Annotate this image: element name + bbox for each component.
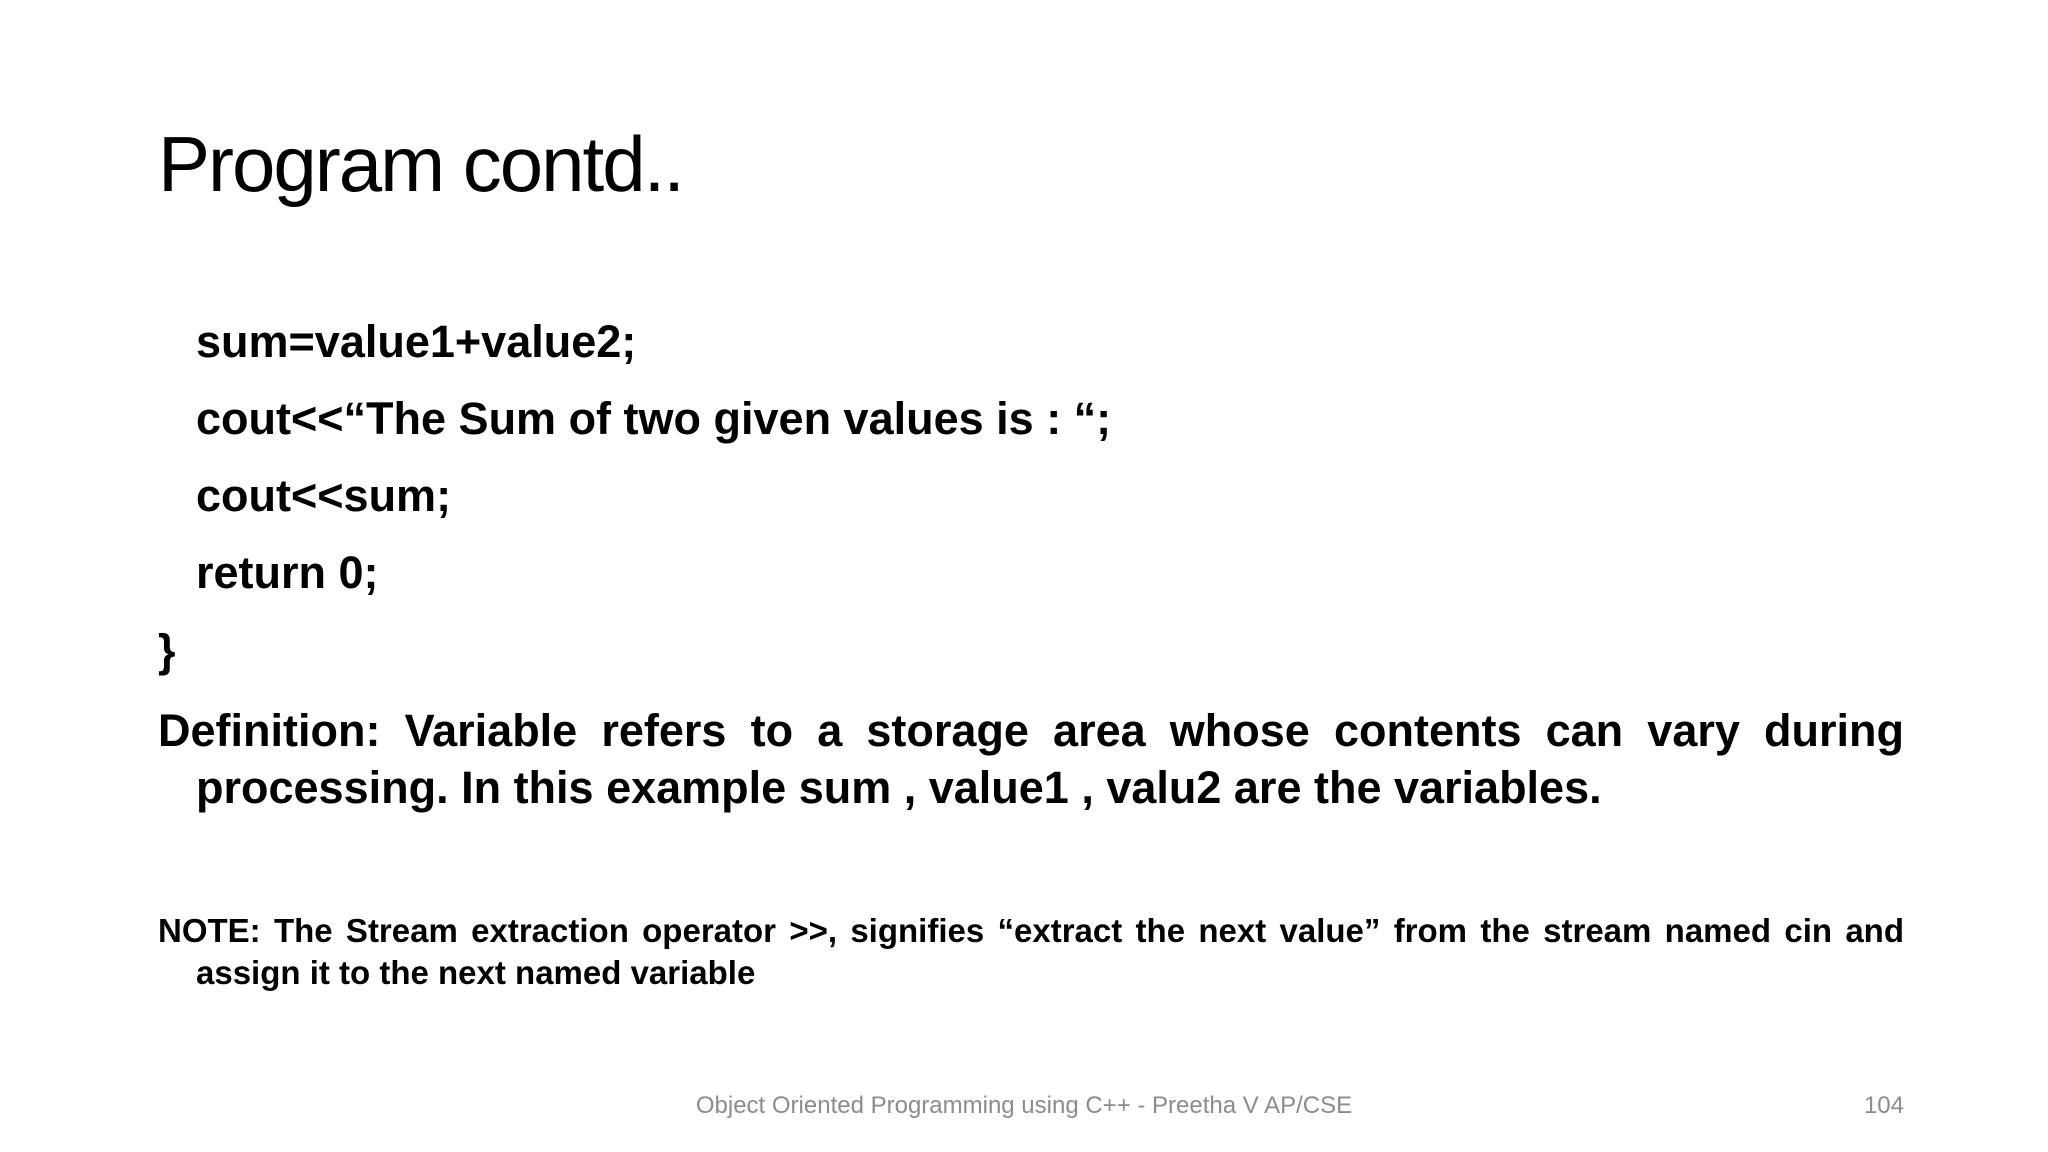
code-line-sum: sum=value1+value2; xyxy=(196,316,637,367)
closing-brace: } xyxy=(158,625,176,676)
code-line-cout-sum: cout<<sum; xyxy=(196,470,452,521)
code-line-cout-message: cout<<“The Sum of two given values is : “; xyxy=(196,393,1112,444)
definition-paragraph: Definition: Variable refers to a storage area whose contents can vary during processing. In this example sum , value1 , valu2 are the variables. xyxy=(158,705,1904,813)
code-line-return: return 0; xyxy=(196,547,379,598)
note-paragraph: NOTE: The Stream extraction operator >>, signifies “extract the next value” from the stream named cin and assign it to the next named variable xyxy=(158,912,1904,991)
page-number: 104 xyxy=(1863,1092,1904,1119)
slide-title: Program contd.. xyxy=(158,120,683,208)
slide-footer: Object Oriented Programming using C++ - Preetha V AP/CSE xyxy=(695,1092,1353,1119)
